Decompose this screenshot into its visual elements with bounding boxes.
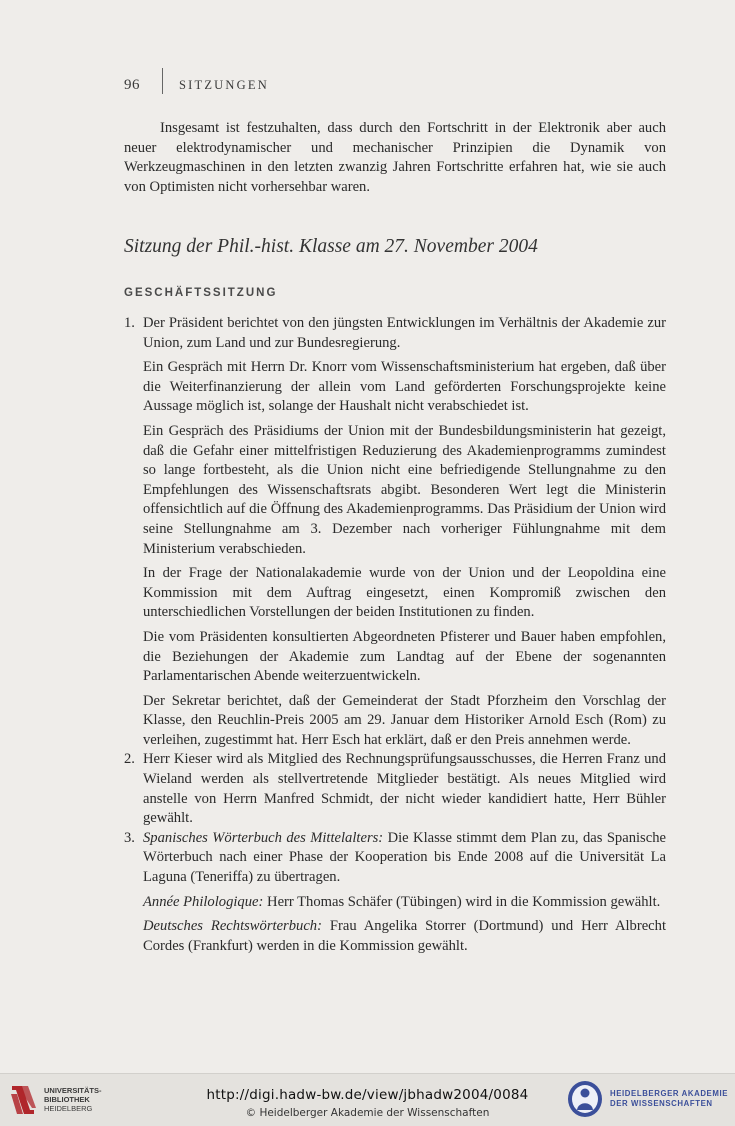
item-paragraph: In der Frage der Nationalakademie wurde von der Union und der Leopoldina eine Kommission mit dem Auftrag eingesetzt, einen Kompromiß zwischen den unterschiedlichen Vorstellungen der beiden Institutionen zu finden.: [143, 565, 666, 621]
agenda-item-3: [124, 829, 666, 957]
page-url-link[interactable]: http://digi.hadw-bw.de/view/jbhadw2004/0084: [206, 1087, 529, 1103]
intro-paragraph: Insgesamt ist festzuhalten, dass durch den Fortschritt in der Elektronik aber auch neuer elektrodynamischer und mechanischer Prinzipien die Dynamik von Werkzeugmaschinen in den letzten zwanzig Jahren Fortschritte erfahren hat, wie sie auch von Optimisten nicht vorhersehbar waren.: [124, 120, 666, 195]
item-paragraph: Der Sekretar berichtet, daß der Gemeinderat der Stadt Pforzheim den Vorschlag der Klasse, den Reuchlin-Preis 2005 am 29. Januar dem Historiker Arnold Esch (Rom) zu verleihen, zugestimmt hat. Herr Esch hat erklärt, daß er den Preis annehmen werde.: [143, 692, 666, 748]
section-heading: GESCHÄFTSSITZUNG: [124, 287, 278, 299]
entry-title: Deutsches Rechtswörterbuch:: [143, 918, 322, 935]
library-logo-text: UNIVERSITÄTS- BIBLIOTHEK HEIDELBERG: [44, 1085, 102, 1113]
session-title: Sitzung der Phil.-hist. Klasse am 27. November 2004: [124, 236, 538, 257]
entry-text: Frau Angelika Storrer (Dortmund) und Herr Albrecht Cordes (Frankfurt) werden in die Kommission gewählt.: [143, 918, 667, 954]
section-title: SITZUNGEN: [179, 77, 269, 92]
entry-title: Année Philologique:: [143, 893, 264, 910]
running-head: [124, 72, 269, 98]
item-paragraph: Ein Gespräch mit Herrn Dr. Knorr vom Wissenschaftsministerium hat ergeben, daß über die Weiterfinanzierung der allein vom Land geförderten Forschungsprojekte keine Aussage möglich ist, solange der Haushalt nicht verabschiedet ist.: [143, 359, 666, 415]
header-divider: [162, 68, 163, 94]
commission-entry: [143, 893, 666, 913]
item-paragraph: Ein Gespräch des Präsidiums der Union mit der Bundesbildungsministerin hat gezeigt, daß die Gefahr einer mittelfristigen Reduzierung des Akademienprogramms zumindest so lange fortbesteht, als die Union nicht eine befriedigende Stellungnahme zu den Empfehlungen des Wissenschaftsrats abgibt. Besonderen Wert legt die Ministerin offensichtlich auf die Öffnung des Akademienprogramms. Das Präsidium der Union wird seine Stellungnahme am 3. Dezember nach vorheriger Fühlungnahme mit dem Ministerium verabschieden.: [143, 422, 666, 557]
item-paragraph: Der Präsident berichtet von den jüngsten Entwicklungen im Verhältnis der Akademie zur Union, zum Land und zur Bundesregierung.: [143, 315, 666, 351]
item-number: 3.: [124, 829, 135, 846]
agenda-items: [124, 314, 666, 956]
entry-text: Herr Thomas Schäfer (Tübingen) wird in die Kommission gewählt.: [263, 893, 661, 910]
item-paragraph: Die vom Präsidenten konsultierten Abgeordneten Pfisterer und Bauer haben empfohlen, die Beziehungen der Akademie zum Landtag auf der Ebene der sogenannten Parlamentarischen Abende weiterzuentwickeln.: [143, 628, 666, 685]
academy-seal-icon: [566, 1079, 604, 1119]
intro-text: [124, 119, 666, 197]
copyright-notice: © Heidelberger Akademie der Wissenschaften: [245, 1107, 490, 1119]
commission-entry: [143, 829, 666, 888]
academy-logo-text: HEIDELBERGER AKADEMIE DER WISSENSCHAFTEN: [610, 1089, 729, 1108]
commission-entry: [143, 917, 666, 956]
item-number: 1.: [124, 315, 135, 331]
item-number: 2.: [124, 751, 135, 768]
entry-title: Spanisches Wörterbuch des Mittelalters:: [143, 829, 384, 846]
entry-text: Die Klasse stimmt dem Plan zu, das Spanische Wörterbuch nach einer Phase der Kooperation bis Ende 2008 auf die Universität La Laguna (Teneriffa) zu übertragen.: [143, 829, 666, 886]
agenda-item-2: [124, 750, 666, 828]
page-number: 96: [124, 76, 140, 93]
item-paragraph: Herr Kieser wird als Mitglied des Rechnungsprüfungsausschusses, die Herren Franz und Wieland werden als stellvertretende Mitglieder bestätigt. Als neues Mitglied wird anstelle von Herrn Manfred Schmidt, der nicht wieder kandidiert hatte, Herr Bühler gewählt.: [143, 751, 666, 827]
agenda-item-1: [124, 314, 666, 750]
academy-logo[interactable]: [566, 1079, 728, 1119]
viewer-footer: [0, 1073, 735, 1126]
